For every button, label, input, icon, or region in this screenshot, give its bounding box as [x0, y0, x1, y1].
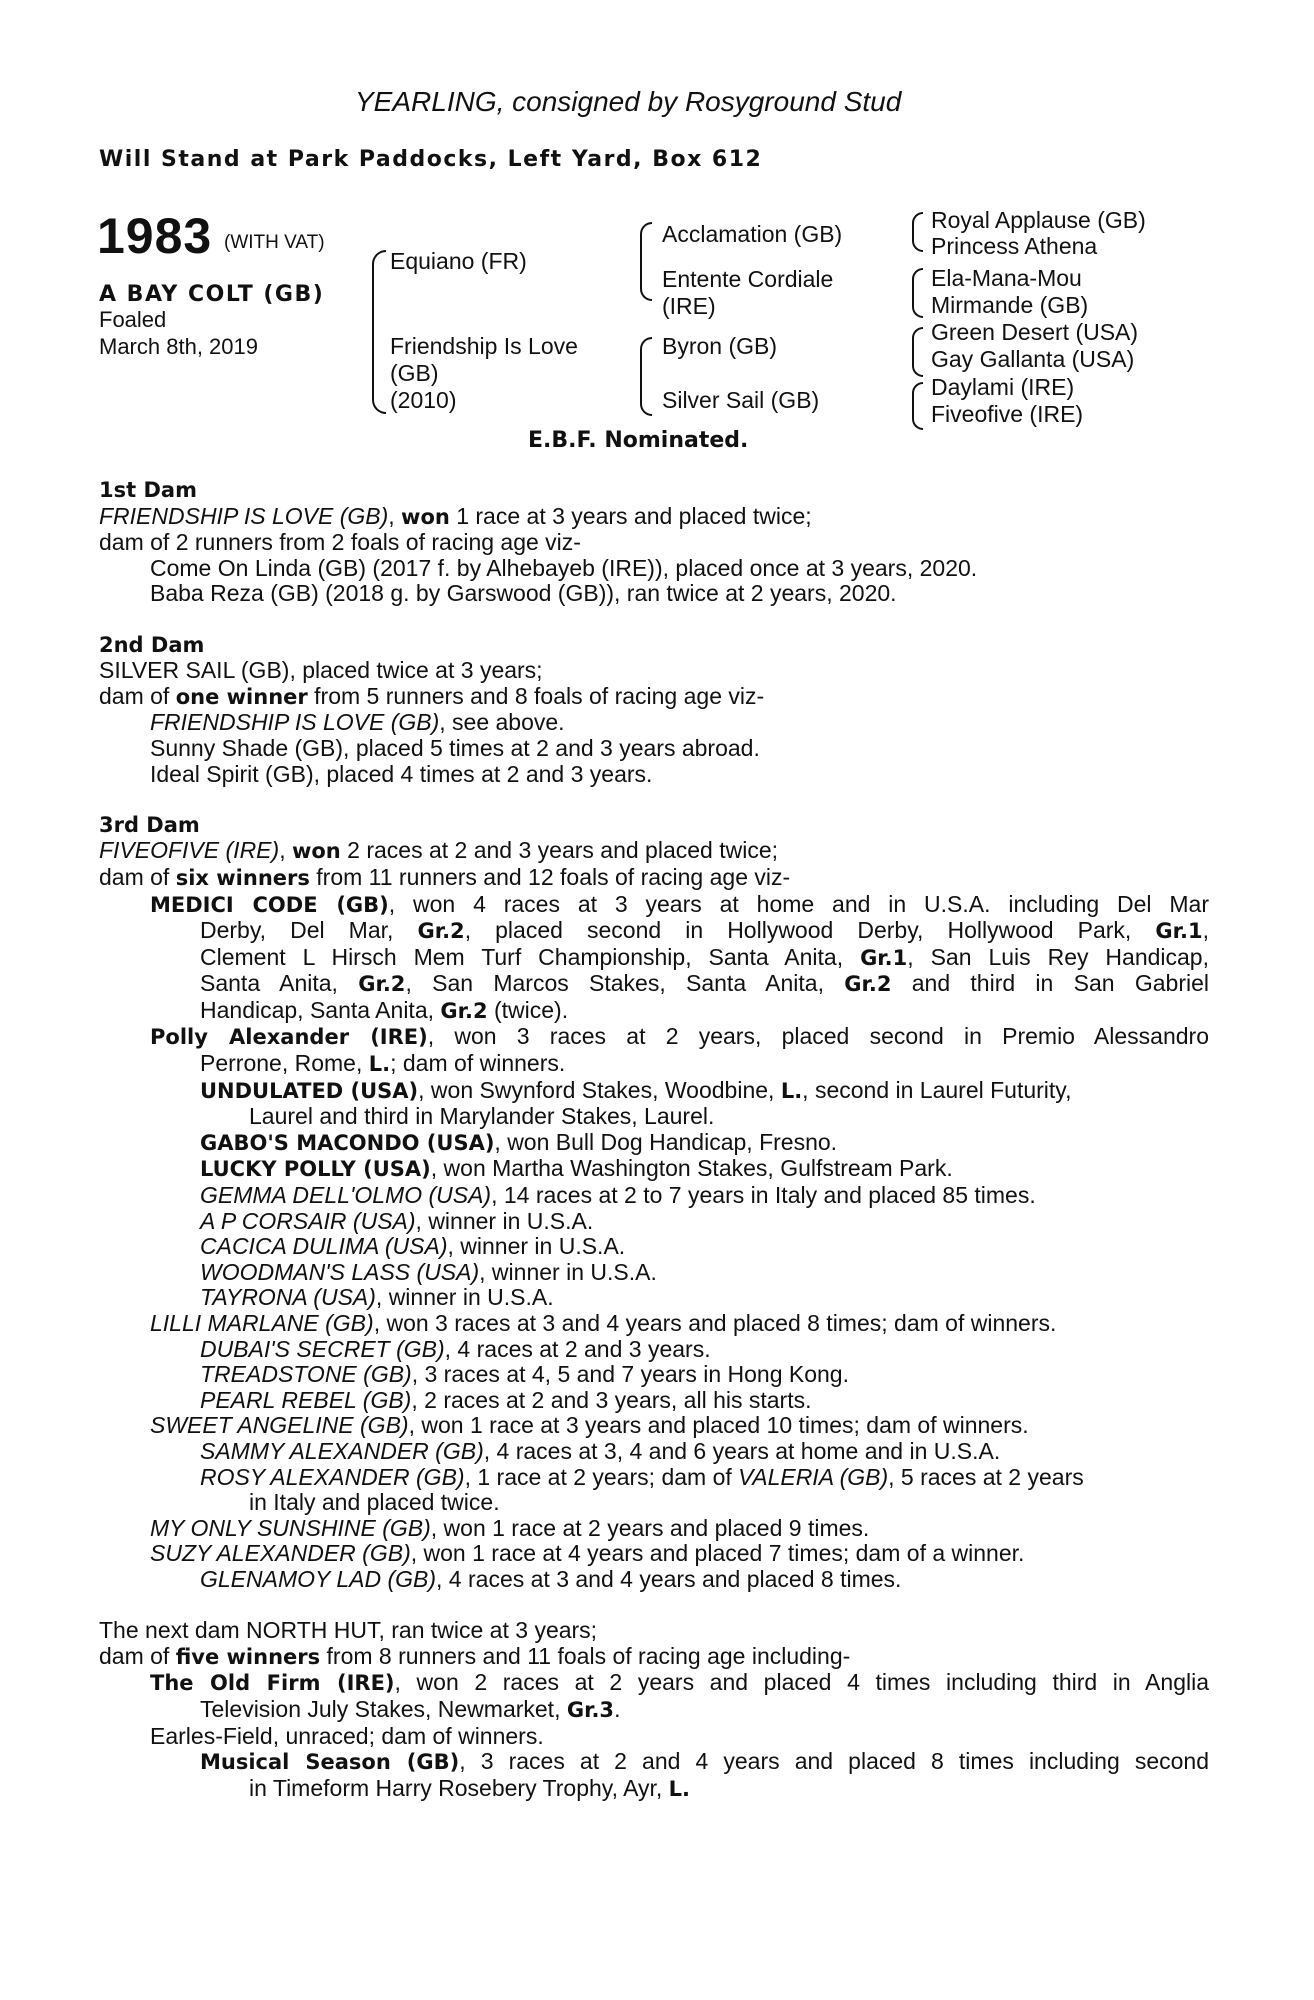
stand-location: Will Stand at Park Paddocks, Left Yard, Box 612	[99, 147, 763, 172]
produce-entry: LILLI MARLANE (GB), won 3 races at 3 and 4 years and placed 8 times; dam of winners.	[150, 1310, 1057, 1336]
brace-sire	[640, 222, 652, 301]
produce-entry: Baba Reza (GB) (2018 g. by Garswood (GB)), ran twice at 2 years, 2020.	[150, 580, 897, 607]
produce-entry: WOODMAN'S LASS (USA), winner in U.S.A.	[200, 1258, 657, 1285]
vat-note: (WITH VAT)	[224, 232, 325, 253]
produce-entry: Earles-Field, unraced; dam of winners.	[150, 1722, 544, 1749]
produce-record: 1st Dam FRIENDSHIP IS LOVE (GB), won 1 race at 3 years and placed twice; dam of 2 runners from 2 foals of racing age viz- Come On Linda (GB) (2017 f. by Alhebayeb (IRE)), placed once at 3 years, 2020. Baba Reza (GB) (2018 g. by Garswood (GB)), ran twice at 2 years, 2020. 2nd Dam SILVER SAIL (GB), placed twice at 3 years; dam of one winner from 5 runners and 8 foals of racing age viz- FRIENDSHIP IS LOVE (GB), see above. Sunny Shade (GB), placed 5 times at 2 and 3 years abroad. Ideal Spirit (GB), placed 4 times at 2 and 3 years. 3rd Dam FIVEOFIVE (IRE), won 2 races at 2 and 3 years and placed twice; dam of six winners from 11 runners and 12 foals of racing age viz- MEDICI CODE (GB), won 4 races at 3 years at home and in U.S.A. including Del Mar Derby, Del Mar, Gr.2, placed second in Hollywood Derby, Hollywood Park, Gr.1, Clement L Hirsch Mem Turf Championship, Santa Anita, Gr.1, San Luis Rey Handicap, Santa Anita, Gr.2, San Marcos Stakes, Santa Anita, Gr.2 and third in San Gabriel Handicap, Santa Anita, Gr.2 (twice). Polly Alexander (IRE), won 3 races at 2 years, placed second in Premio Alessandro Perrone, Rome, L.; dam of winners. UNDULATED (USA), won Swynford Stakes, Woodbine, L., second in Laurel Futurity, Laurel and third in Marylander Stakes, Laurel. GABO'S MACONDO (USA), won Bull Dog Handicap, Fresno. LUCKY POLLY (USA), won Martha Washington Stakes, Gulfstream Park. GEMMA DELL'OLMO (USA), 14 races at 2 to 7 years in Italy and placed 85 times. A P CORSAIR (USA), winner in U.S.A. CACICA DULIMA (USA), winner in U.S.A. WOODMAN'S LASS (USA), winner in U.S.A. TAYRONA (USA), winner in U.S.A. LILLI MARLANE (GB), won 3 races at 3 and 4 years and placed 8 times; dam of winners. DUBAI'S SECRET (GB), 4 races at 2 and 3 years. TREADSTONE (GB), 3 races at 4, 5 and 7 years in Hong Kong. PEARL REBEL (GB), 2 races at 2 and 3 years, all his starts. SWEET ANGELINE (GB), won 1 race at 3 years and placed 10 times; dam of winners. SAMMY ALEXANDER (GB), 4 races at 3, 4 and 6 years at home and in U.S.A. ROSY ALEXANDER (GB), 1 race at 2 years; dam of VALERIA (GB), 5 races at 2 years in Italy and placed twice. MY ONLY SUNSHINE (GB), won 1 race at 2 years and placed 9 times. SUZY ALEXANDER (GB), won 1 race at 4 years and placed 7 times; dam of a winner. GLENAMOY LAD (GB), 4 races at 3 and 4 years and placed 8 times. The next dam NORTH HUT, ran twice at 3 years; dam of five winners from 8 runners and 11 foals of racing age including- The Old Firm (IRE), won 2 races at 2 years and placed 4 times including third in Anglia Television July Stakes, Newmarket, Gr.3. Earles-Field, unraced; dam of winners. Musical Season (GB), 3 races at 2 and 4 years and placed 8 times including second in Timeform Harry Rosebery Trophy, Ayr, L.	[99, 478, 1209, 1801]
pedigree-sire-dam-line2: (IRE)	[662, 293, 716, 319]
second-dam-heading: 2nd Dam	[99, 632, 205, 657]
produce-entry: MY ONLY SUNSHINE (GB), won 1 race at 2 years and placed 9 times.	[150, 1514, 870, 1541]
produce-entry: SWEET ANGELINE (GB), won 1 race at 3 years and placed 10 times; dam of winners.	[150, 1412, 1029, 1439]
second-dam-line: SILVER SAIL (GB), placed twice at 3 years;	[99, 657, 543, 684]
produce-entry: Polly Alexander (IRE), won 3 races at 2 years, placed second in Premio Alessandro	[150, 1023, 1209, 1050]
pedigree-dam-sire: Byron (GB)	[662, 333, 778, 359]
third-dam-produce-summary: dam of six winners from 11 runners and 12 foals of racing age viz-	[99, 863, 791, 890]
produce-entry: FRIENDSHIP IS LOVE (GB), see above.	[150, 709, 565, 736]
pedigree-dds: Daylami (IRE)	[931, 374, 1075, 400]
produce-entry: Sunny Shade (GB), placed 5 times at 2 and 3 years abroad.	[150, 734, 760, 761]
produce-entry: DUBAI'S SECRET (GB), 4 races at 2 and 3 years.	[200, 1335, 711, 1362]
pedigree-sire-sire: Acclamation (GB)	[662, 221, 843, 247]
produce-entry: MEDICI CODE (GB), won 4 races at 3 years at home and in U.S.A. including Del Mar	[150, 890, 1209, 917]
produce-entry: ROSY ALEXANDER (GB), 1 race at 2 years; dam of VALERIA (GB), 5 races at 2 years	[200, 1463, 1084, 1490]
brace-ss	[912, 212, 923, 252]
produce-entry: A P CORSAIR (USA), winner in U.S.A.	[200, 1207, 594, 1234]
pedigree-dam-line2: (GB)	[390, 360, 439, 386]
produce-entry: GABO'S MACONDO (USA), won Bull Dog Handicap, Fresno.	[200, 1128, 838, 1155]
brace-ds	[912, 327, 923, 377]
pedigree-sss: Royal Applause (GB)	[931, 207, 1146, 233]
third-dam-heading: 3rd Dam	[99, 812, 200, 837]
produce-entry: TAYRONA (USA), winner in U.S.A.	[200, 1284, 554, 1311]
dam-name: FRIENDSHIP IS LOVE (GB)	[99, 502, 389, 529]
brace-sd	[912, 268, 923, 318]
pedigree-dam-dam: Silver Sail (GB)	[662, 387, 820, 413]
produce-entry: Come On Linda (GB) (2017 f. by Alhebayeb (IRE)), placed once at 3 years, 2020.	[150, 554, 978, 581]
pedigree-dam-line3: (2010)	[390, 387, 457, 413]
pedigree-ssd: Princess Athena	[931, 233, 1098, 259]
produce-entry: UNDULATED (USA), won Swynford Stakes, Woodbine, L., second in Laurel Futurity,	[200, 1076, 1072, 1103]
brace-dam	[640, 337, 652, 416]
next-dam-produce-summary: dam of five winners from 8 runners and 11 foals of racing age including-	[99, 1642, 851, 1669]
produce-entry: Musical Season (GB), 3 races at 2 and 4 years and placed 8 times including second	[200, 1748, 1209, 1775]
produce-entry: SUZY ALEXANDER (GB), won 1 race at 4 years and placed 7 times; dam of a winner.	[150, 1540, 1025, 1567]
produce-entry: Ideal Spirit (GB), placed 4 times at 2 and 3 years.	[150, 760, 653, 787]
horse-name: A BAY COLT (GB)	[99, 282, 325, 307]
foaled-label: Foaled	[99, 307, 167, 332]
first-dam-produce-summary: dam of 2 runners from 2 foals of racing age viz-	[99, 529, 581, 556]
pedigree-sire: Equiano (FR)	[390, 248, 527, 274]
brace-dd	[912, 382, 923, 430]
brace-gen1	[372, 250, 386, 414]
pedigree-sire-dam-line1: Entente Cordiale	[662, 266, 834, 292]
ebf-nominated: E.B.F. Nominated.	[528, 428, 749, 453]
produce-entry: GLENAMOY LAD (GB), 4 races at 3 and 4 years and placed 8 times.	[200, 1565, 902, 1592]
produce-entry: The Old Firm (IRE), won 2 races at 2 years and placed 4 times including third in Anglia	[150, 1669, 1209, 1696]
produce-entry: GEMMA DELL'OLMO (USA), 14 races at 2 to 7 years in Italy and placed 85 times.	[200, 1182, 1036, 1209]
next-dam-line: The next dam NORTH HUT, ran twice at 3 years;	[99, 1617, 598, 1644]
produce-entry: CACICA DULIMA (USA), winner in U.S.A.	[200, 1233, 626, 1260]
second-dam-produce-summary: dam of one winner from 5 runners and 8 foals of racing age viz-	[99, 682, 765, 709]
foaled-date: March 8th, 2019	[99, 334, 258, 359]
first-dam-line: FRIENDSHIP IS LOVE (GB), won 1 race at 3 years and placed twice;	[99, 502, 812, 529]
produce-entry: PEARL REBEL (GB), 2 races at 2 and 3 years, all his starts.	[200, 1386, 812, 1413]
pedigree-sdd: Mirmande (GB)	[931, 292, 1089, 318]
pedigree-dam-line1: Friendship Is Love	[390, 333, 578, 359]
produce-entry: LUCKY POLLY (USA), won Martha Washington Stakes, Gulfstream Park.	[200, 1155, 953, 1182]
produce-entry: SAMMY ALEXANDER (GB), 4 races at 3, 4 and 6 years at home and in U.S.A.	[200, 1437, 1001, 1464]
third-dam-line: FIVEOFIVE (IRE), won 2 races at 2 and 3 years and placed twice;	[99, 837, 779, 864]
pedigree-ddd: Fiveofive (IRE)	[931, 401, 1084, 427]
produce-entry: TREADSTONE (GB), 3 races at 4, 5 and 7 years in Hong Kong.	[200, 1361, 849, 1388]
catalogue-heading: YEARLING, consigned by Rosyground Stud	[355, 86, 902, 117]
pedigree-sds: Ela-Mana-Mou	[931, 265, 1082, 291]
first-dam-heading: 1st Dam	[99, 478, 197, 502]
lot-number: 1983	[97, 208, 213, 264]
pedigree-dss: Green Desert (USA)	[931, 319, 1139, 345]
pedigree-dsd: Gay Gallanta (USA)	[931, 346, 1135, 372]
